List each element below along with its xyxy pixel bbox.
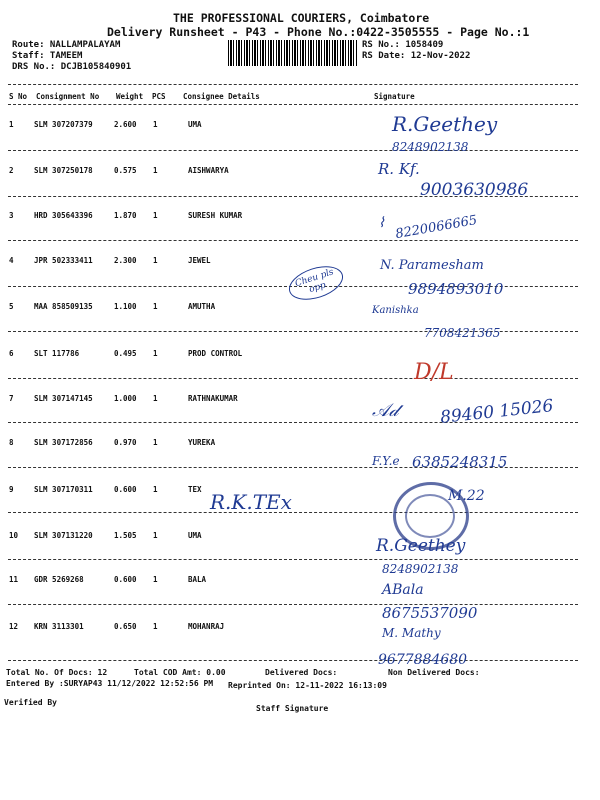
phone-7: 89460 15026 bbox=[439, 396, 555, 428]
row-pcs: 1 bbox=[153, 394, 158, 403]
total-cod: Total COD Amt: 0.00 bbox=[134, 668, 226, 677]
row-pcs: 1 bbox=[153, 166, 158, 175]
row-weight: 0.575 bbox=[114, 166, 137, 175]
col-signature: Signature bbox=[374, 92, 415, 101]
rs-date: RS Date: 12-Nov-2022 bbox=[362, 51, 471, 61]
row-separator bbox=[8, 512, 578, 513]
row-consignment: SLM 307131220 bbox=[34, 531, 93, 540]
route-label: Route: NALLAMPALAYAM bbox=[12, 40, 121, 50]
barcode bbox=[228, 40, 358, 66]
signature-9: R.K.TEx bbox=[210, 490, 292, 514]
dl-mark: D/L bbox=[414, 360, 454, 385]
row-consignee: PROD CONTROL bbox=[188, 349, 243, 358]
row-consignee: MOHANRAJ bbox=[188, 622, 225, 631]
signature-7: 𝒜𝒹 bbox=[372, 400, 399, 421]
note-check-pls: Cheu pls opp bbox=[285, 260, 348, 306]
row-sno: 1 bbox=[9, 120, 14, 129]
row-sno: 2 bbox=[9, 166, 14, 175]
row-pcs: 1 bbox=[153, 531, 158, 540]
signature-9-note: M.22 bbox=[448, 488, 485, 504]
non-delivered-docs: Non Delivered Docs: bbox=[388, 668, 480, 677]
row-weight: 0.970 bbox=[114, 438, 137, 447]
row-separator bbox=[8, 559, 578, 560]
row-consignment: HRD 305643396 bbox=[34, 211, 93, 220]
row-pcs: 1 bbox=[153, 302, 158, 311]
row-separator bbox=[8, 150, 578, 151]
row-weight: 0.495 bbox=[114, 349, 137, 358]
row-consignee: UMA bbox=[188, 531, 202, 540]
signature-4: N. Paramesham bbox=[380, 258, 484, 273]
row-consignment: SLT 117786 bbox=[34, 349, 80, 358]
row-separator bbox=[8, 240, 578, 241]
row-consignment: SLM 307207379 bbox=[34, 120, 93, 129]
row-pcs: 1 bbox=[153, 349, 158, 358]
row-sno: 8 bbox=[9, 438, 14, 447]
signature-12: M. Mathy bbox=[382, 626, 441, 640]
row-sno: 9 bbox=[9, 485, 14, 494]
row-pcs: 1 bbox=[153, 120, 158, 129]
phone-8: 6385248315 bbox=[412, 453, 508, 471]
row-sno: 4 bbox=[9, 256, 14, 265]
row-sno: 7 bbox=[9, 394, 14, 403]
col-weight: Weight bbox=[116, 92, 144, 101]
row-consignee: SURESH KUMAR bbox=[188, 211, 243, 220]
row-consignment: SLM 307170311 bbox=[34, 485, 93, 494]
header-top-rule bbox=[8, 84, 578, 85]
signature-5: Kanishka bbox=[372, 305, 419, 316]
row-consignment: MAA 858509135 bbox=[34, 302, 93, 311]
col-consignment: Consignment No bbox=[36, 92, 100, 101]
row-weight: 1.870 bbox=[114, 211, 137, 220]
staff-signature: Staff Signature bbox=[256, 704, 329, 713]
phone-4: 9894893010 bbox=[408, 280, 504, 298]
total-docs: Total No. Of Docs: 12 bbox=[6, 668, 108, 677]
col-pcs: PCS bbox=[152, 92, 166, 101]
signature-1: R.Geethey bbox=[392, 112, 498, 136]
row-consignment: GDR 5269268 bbox=[34, 575, 84, 584]
runsheet-title: Delivery Runsheet - P43 - Phone No.:0422-3505555 - Page No.:1 bbox=[107, 25, 530, 39]
row-consignee: BALA bbox=[188, 575, 207, 584]
row-pcs: 1 bbox=[153, 438, 158, 447]
phone-5: 7708421365 bbox=[424, 326, 501, 340]
staff-label: Staff: TAMEEM bbox=[12, 51, 83, 61]
row-pcs: 1 bbox=[153, 256, 158, 265]
row-consignment: SLM 307250178 bbox=[34, 166, 93, 175]
row-weight: 0.650 bbox=[114, 622, 137, 631]
row-consignee: TEX bbox=[188, 485, 202, 494]
row-consignee: JEWEL bbox=[188, 256, 211, 265]
row-sno: 10 bbox=[9, 531, 19, 540]
row-sno: 12 bbox=[9, 622, 19, 631]
row-pcs: 1 bbox=[153, 622, 158, 631]
row-weight: 0.600 bbox=[114, 485, 137, 494]
entered-by: Entered By :SURYAP43 11/12/2022 12:52:56 PM bbox=[6, 679, 214, 688]
row-sno: 6 bbox=[9, 349, 14, 358]
row-consignee: RATHNAKUMAR bbox=[188, 394, 238, 403]
header-bottom-rule bbox=[8, 104, 578, 105]
row-sno: 3 bbox=[9, 211, 14, 220]
row-separator bbox=[8, 378, 578, 379]
row-weight: 1.000 bbox=[114, 394, 137, 403]
row-consignment: JPR 502333411 bbox=[34, 256, 93, 265]
row-consignee: UMA bbox=[188, 120, 202, 129]
phone-3: 8220066665 bbox=[394, 212, 479, 243]
row-weight: 1.505 bbox=[114, 531, 137, 540]
row-weight: 2.300 bbox=[114, 256, 137, 265]
signature-2: R. Kf. bbox=[378, 160, 420, 178]
phone-11: 8675537090 bbox=[382, 604, 478, 622]
row-consignment: SLM 307147145 bbox=[34, 394, 93, 403]
row-consignee: AISHWARYA bbox=[188, 166, 229, 175]
signature-10: R.Geethey bbox=[376, 536, 466, 556]
row-pcs: 1 bbox=[153, 211, 158, 220]
row-consignment: SLM 307172856 bbox=[34, 438, 93, 447]
phone-2: 9003630986 bbox=[420, 180, 529, 200]
signature-11: ABala bbox=[382, 582, 424, 598]
phone-12: 9677884680 bbox=[378, 652, 468, 668]
row-sno: 11 bbox=[9, 575, 19, 584]
company-title: THE PROFESSIONAL COURIERS, Coimbatore bbox=[173, 11, 430, 25]
phone-1: 8248902138 bbox=[392, 140, 469, 154]
row-weight: 2.600 bbox=[114, 120, 137, 129]
table-bottom-rule bbox=[8, 660, 578, 661]
drs-number: DRS No.: DCJB105840901 bbox=[12, 62, 132, 72]
col-sno: S No bbox=[9, 92, 28, 101]
row-consignee: AMUTHA bbox=[188, 302, 216, 311]
row-consignee: YUREKA bbox=[188, 438, 216, 447]
signature-3: ⌇ bbox=[378, 215, 385, 231]
rs-number: RS No.: 1058409 bbox=[362, 40, 444, 50]
verified-by: Verified By bbox=[4, 698, 57, 707]
phone-10: 8248902138 bbox=[382, 562, 459, 576]
row-sno: 5 bbox=[9, 302, 14, 311]
row-weight: 1.100 bbox=[114, 302, 137, 311]
col-consignee: Consignee Details bbox=[183, 92, 260, 101]
row-pcs: 1 bbox=[153, 575, 158, 584]
reprinted-on: Reprinted On: 12-11-2022 16:13:09 bbox=[228, 681, 387, 690]
row-consignment: KRN 3113301 bbox=[34, 622, 84, 631]
row-pcs: 1 bbox=[153, 485, 158, 494]
row-weight: 0.600 bbox=[114, 575, 137, 584]
delivered-docs: Delivered Docs: bbox=[265, 668, 338, 677]
signature-8: F.Y.e bbox=[372, 454, 400, 468]
row-separator bbox=[8, 604, 578, 605]
